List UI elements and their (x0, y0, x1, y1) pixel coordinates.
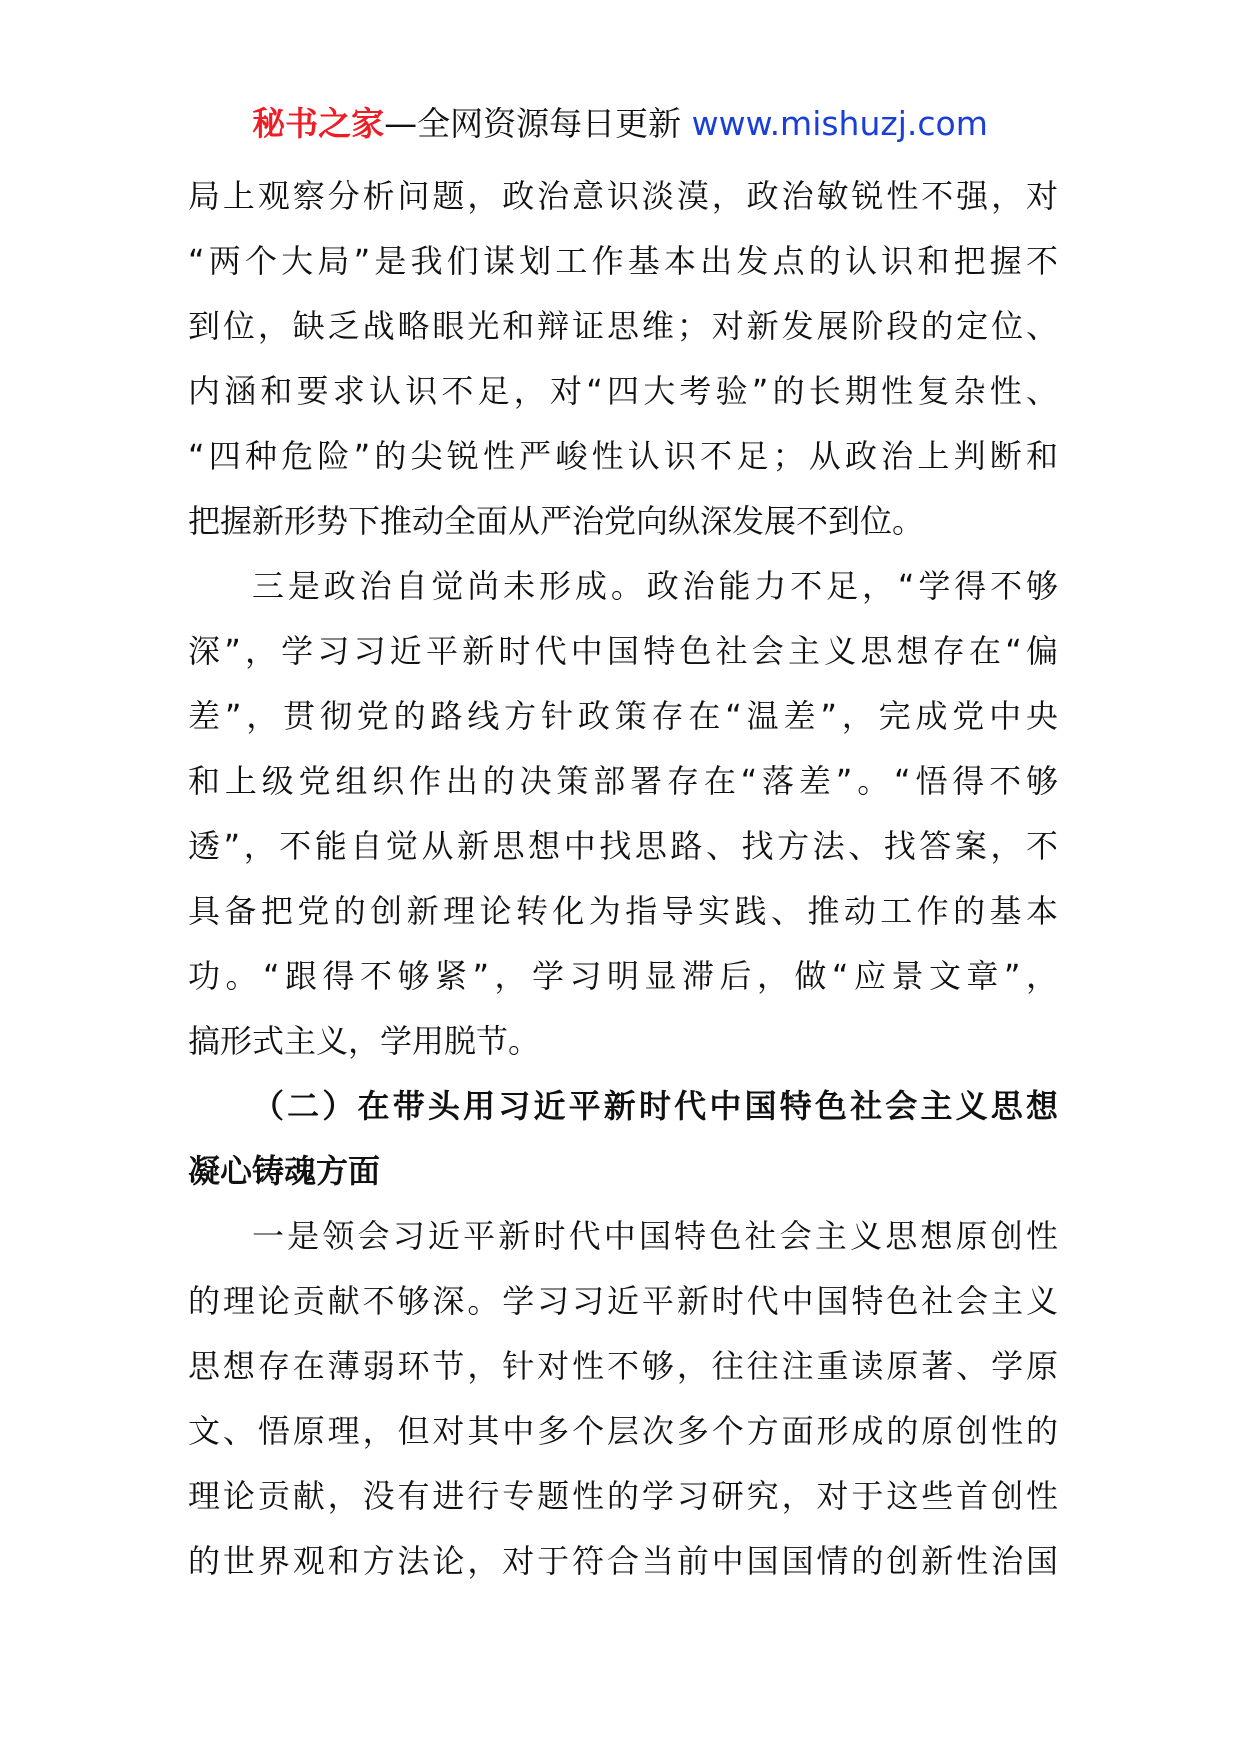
body-line: 局上观察分析问题，政治意识淡漠，政治敏锐性不强，对 (188, 177, 1058, 215)
header-tagline: —全网资源每日更新 (384, 104, 692, 143)
body-line: 搞形式主义，学用脱节。 (188, 1022, 541, 1060)
site-header (0, 100, 1240, 148)
body-line: 把握新形势下推动全面从严治党向纵深发展不到位。 (188, 502, 925, 540)
body-line: 和上级党组织作出的决策部署存在“落差”。“悟得不够 (188, 762, 1058, 800)
body-line: 思想存在薄弱环节，针对性不够，往往注重读原著、学原 (188, 1347, 1058, 1385)
body-line: 文、悟原理，但对其中多个层次多个方面形成的原创性的 (188, 1412, 1058, 1450)
paragraph-first-line: 三是政治自觉尚未形成。政治能力不足，“学得不够 (252, 567, 1058, 605)
body-line: 内涵和要求认识不足，对“四大考验”的长期性复杂性、 (188, 372, 1058, 410)
body-line: “四种危险”的尖锐性严峻性认识不足；从政治上判断和 (188, 437, 1058, 475)
body-line: “两个大局”是我们谋划工作基本出发点的认识和把握不 (188, 242, 1058, 280)
section-heading-continued: 凝心铸魂方面 (188, 1152, 381, 1190)
body-line: 的理论贡献不够深。学习习近平新时代中国特色社会主义 (188, 1282, 1058, 1320)
section-heading: （二）在带头用习近平新时代中国特色社会主义思想 (252, 1087, 1058, 1125)
body-line: 功。“跟得不够紧”，学习明显滞后，做“应景文章”， (188, 957, 1058, 995)
site-url-link[interactable]: www.mishuzj.com (691, 104, 988, 143)
body-line: 的世界观和方法论，对于符合当前中国国情的创新性治国 (188, 1542, 1058, 1580)
body-line: 透”，不能自觉从新思想中找思路、找方法、找答案，不 (188, 827, 1058, 865)
body-line: 深”，学习习近平新时代中国特色社会主义思想存在“偏 (188, 632, 1058, 670)
brand-name: 秘书之家 (252, 104, 385, 143)
document-body (188, 164, 1058, 1594)
body-line: 理论贡献，没有进行专题性的学习研究，对于这些首创性 (188, 1477, 1058, 1515)
paragraph-first-line: 一是领会习近平新时代中国特色社会主义思想原创性 (252, 1217, 1058, 1255)
body-line: 差”，贯彻党的路线方针政策存在“温差”，完成党中央 (188, 697, 1058, 735)
body-line: 具备把党的创新理论转化为指导实践、推动工作的基本 (188, 892, 1058, 930)
body-line: 到位，缺乏战略眼光和辩证思维；对新发展阶段的定位、 (188, 307, 1058, 345)
